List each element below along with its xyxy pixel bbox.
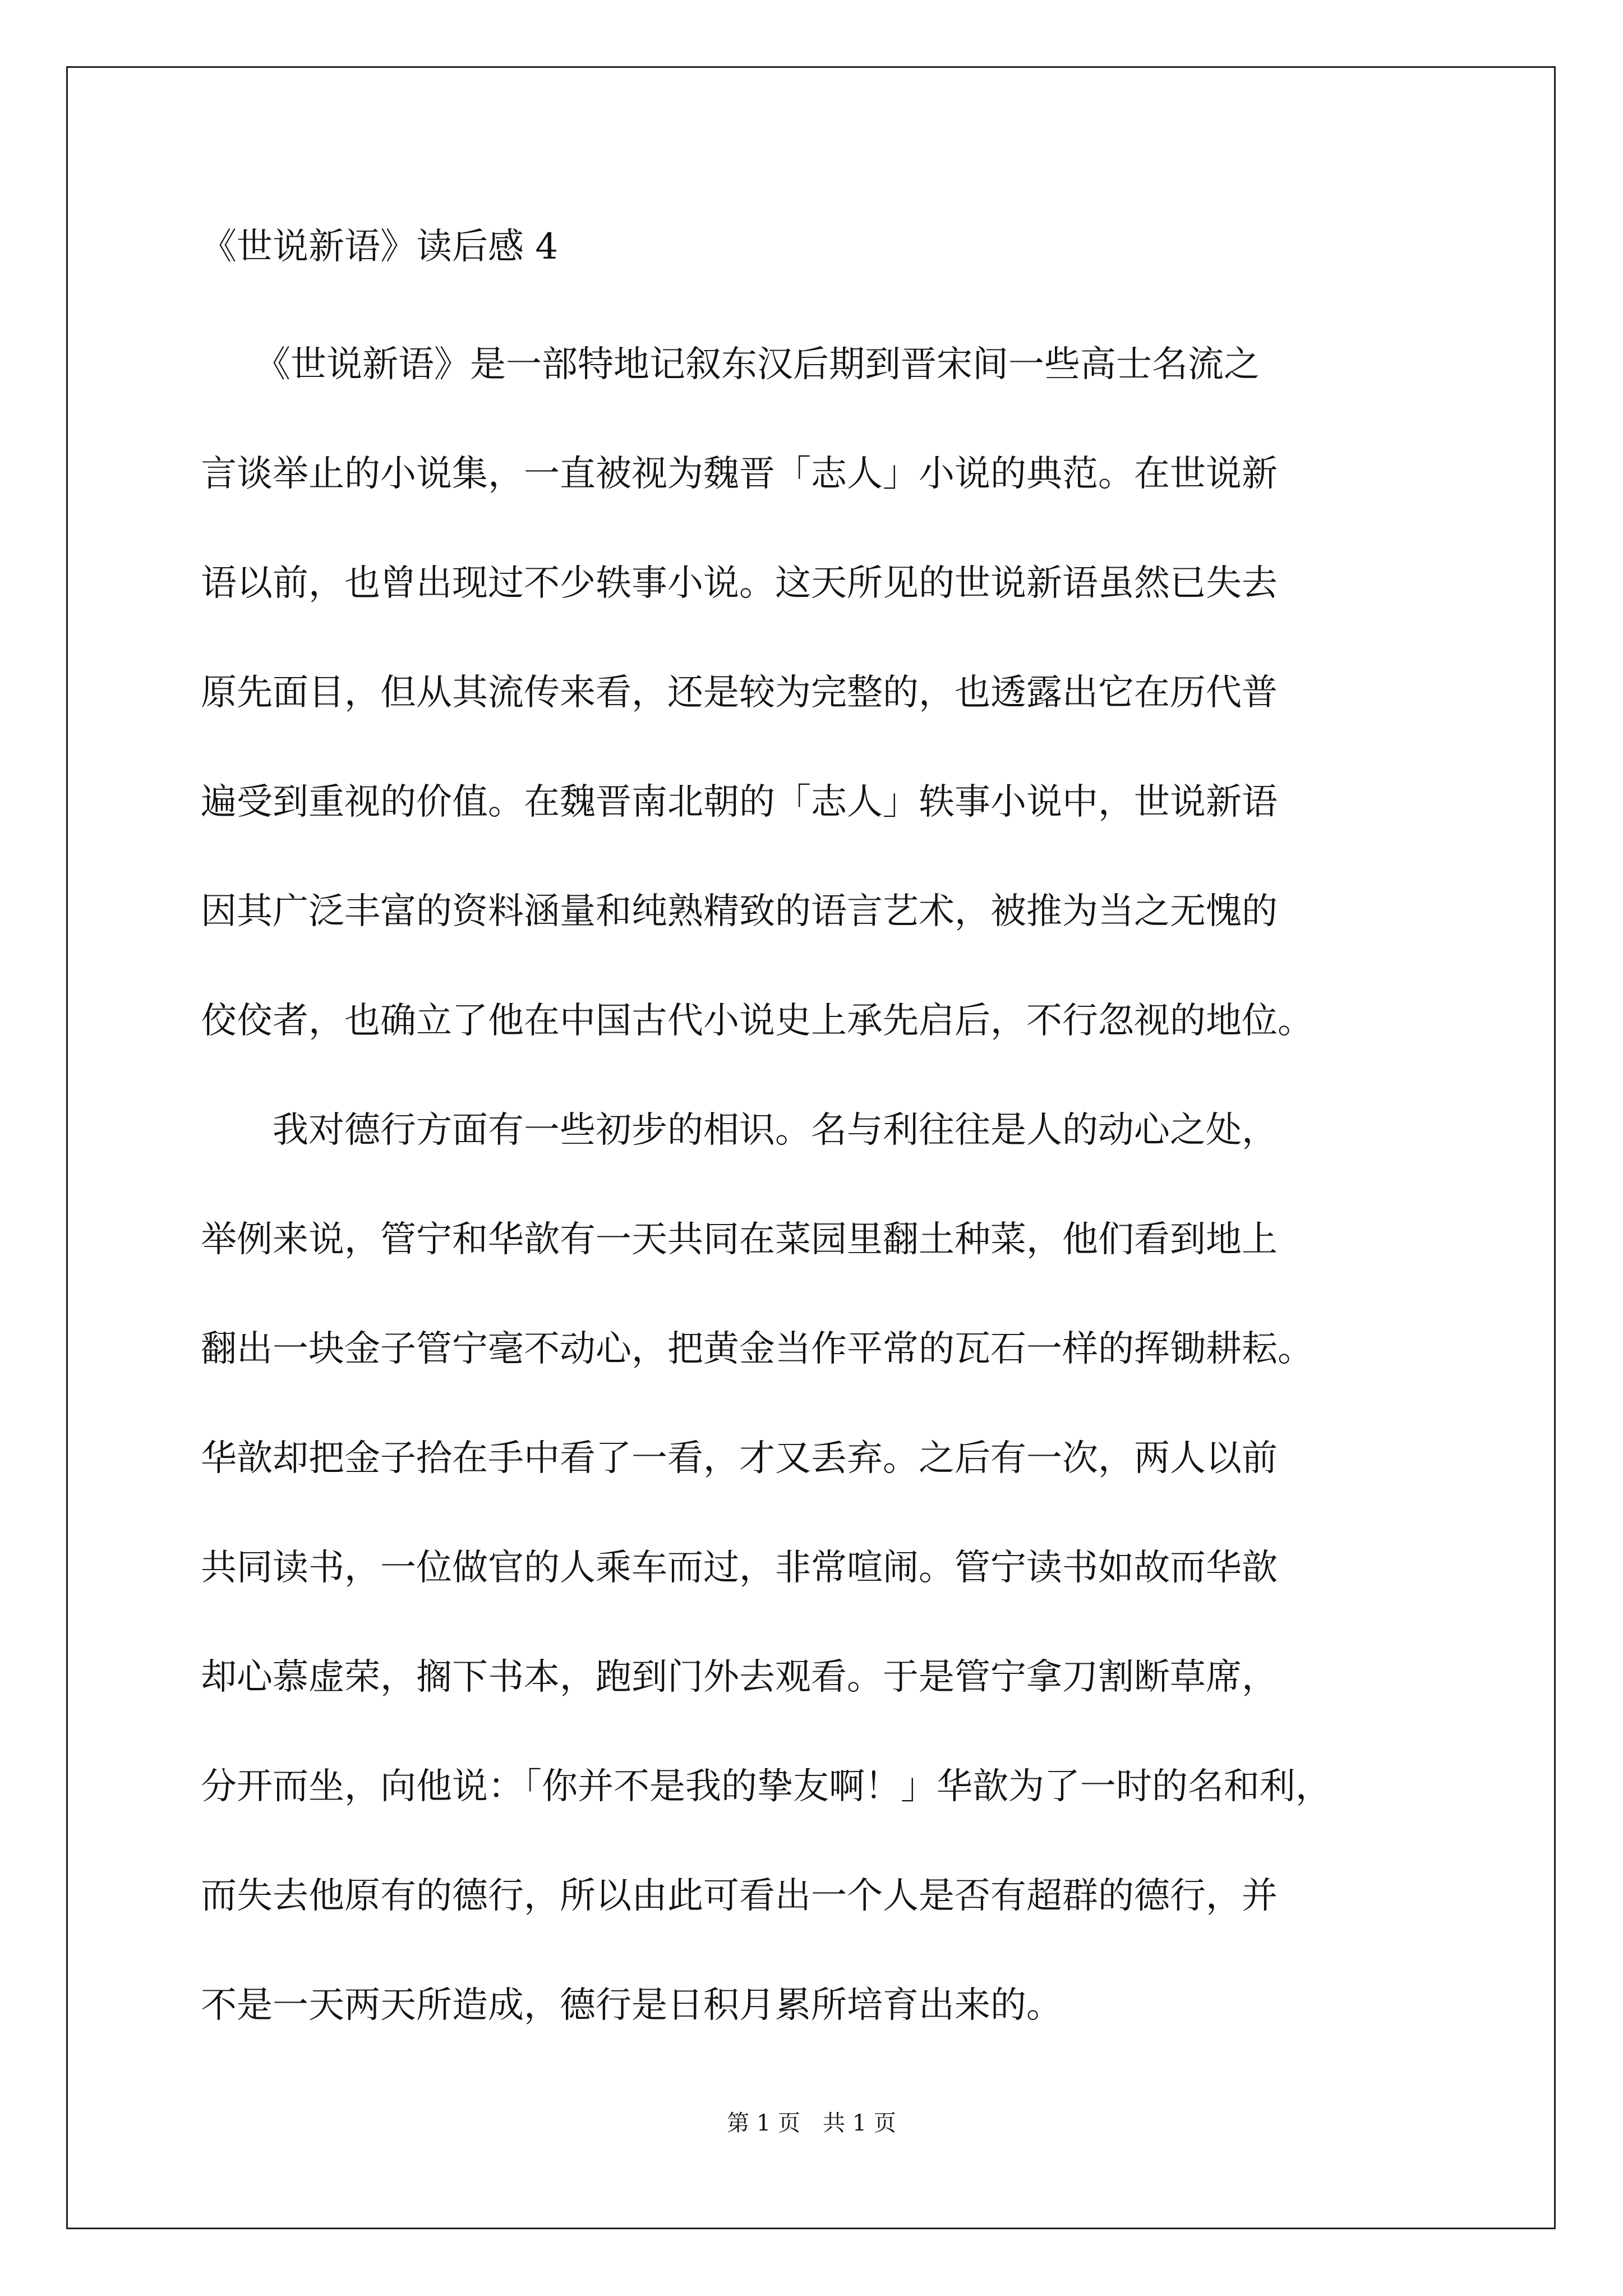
text-line-9: 举例来说，管宁和华歆有一天共同在菜园里翻土种菜，他们看到地上 (201, 1219, 1278, 1260)
text-line-5: 遍受到重视的价值。在魏晋南北朝的「志人」轶事小说中，世说新语 (201, 781, 1278, 823)
text-line-8: 我对德行方面有一些初步的相识。名与利往往是人的动心之处， (201, 1110, 1278, 1151)
page-number-footer: 第 1 页 共 1 页 (727, 2110, 896, 2136)
text-line-10: 翻出一块金子管宁毫不动心，把黄金当作平常的瓦石一样的挥锄耕耘。 (201, 1328, 1313, 1370)
text-line-6: 因其广泛丰富的资料涵量和纯熟精致的语言艺术，被推为当之无愧的 (201, 891, 1278, 932)
text-line-12: 共同读书，一位做官的人乘车而过，非常喧闹。管宁读书如故而华歆 (201, 1547, 1278, 1589)
text-line-11: 华歆却把金子拾在手中看了一看，才又丢弃。之后有一次，两人以前 (201, 1438, 1278, 1479)
text-line-1: 《世说新语》是一部特地记叙东汉后期到晋宋间一些高士名流之 (201, 344, 1260, 385)
text-line-13: 却心慕虚荣，搁下书本，跑到门外去观看。于是管宁拿刀割断草席， (201, 1657, 1278, 1698)
text-line-15: 而失去他原有的德行，所以由此可看出一个人是否有超群的德行，并 (201, 1875, 1278, 1917)
text-line-16: 不是一天两天所造成，德行是日积月累所培育出来的。 (201, 1985, 1062, 2026)
text-line-7: 佼佼者，也确立了他在中国古代小说史上承先启后，不行忽视的地位。 (201, 1000, 1313, 1042)
text-line-14: 分开而坐，向他说：「你并不是我的挚友啊！」华歆为了一时的名和利， (201, 1766, 1331, 1807)
text-line-3: 语以前，也曾出现过不少轶事小说。这天所见的世说新语虽然已失去 (201, 563, 1278, 604)
document-title: 《世说新语》读后感 4 (201, 226, 559, 268)
text-line-4: 原先面目，但从其流传来看，还是较为完整的，也透露出它在历代普 (201, 672, 1278, 714)
text-line-2: 言谈举止的小说集，一直被视为魏晋「志人」小说的典范。在世说新 (201, 453, 1278, 495)
